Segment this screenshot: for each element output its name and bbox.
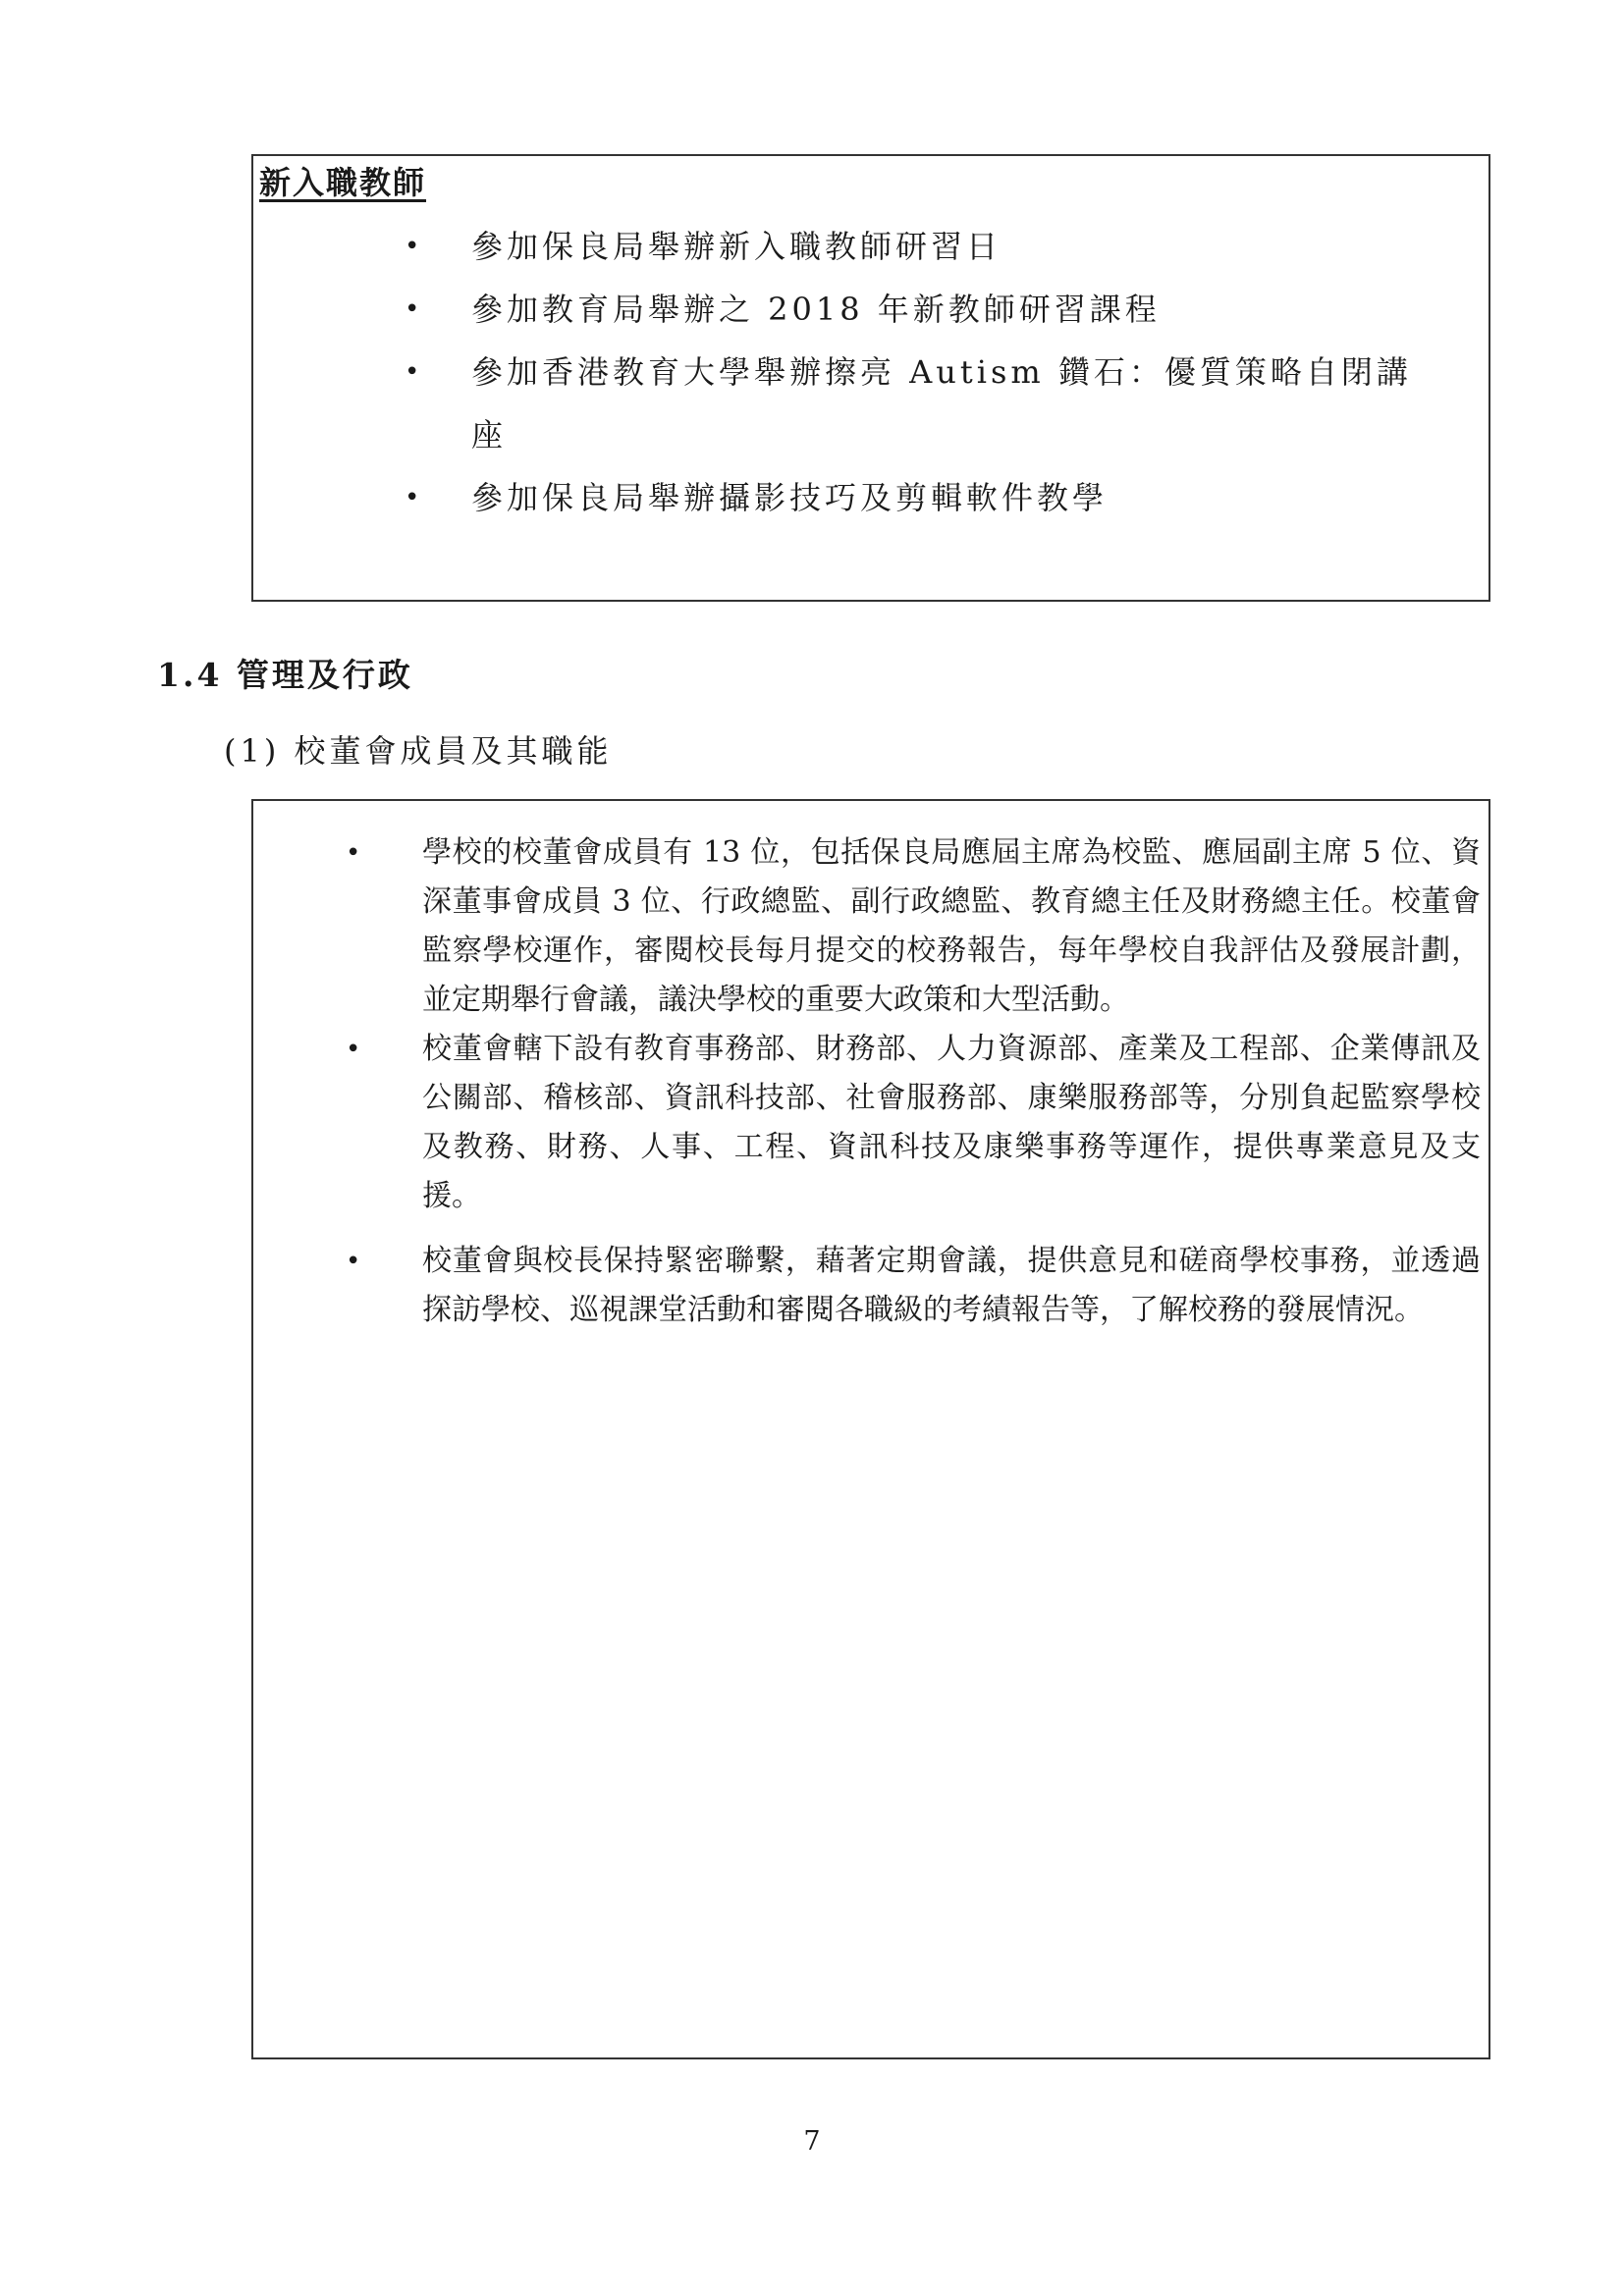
- list-item: [253, 466, 1489, 529]
- bullet-icon: •: [405, 483, 424, 512]
- list-item-text: 校董會與校長保持緊密聯繫，藉著定期會議，提供意見和磋商學校事務，並透過探訪學校、巡視課堂活動和審閱各職級的考績報告等，了解校務的發展情況。: [422, 1244, 1481, 1327]
- bullet-icon: •: [405, 294, 424, 324]
- bullet-icon: •: [405, 357, 424, 387]
- list-item-text: 參加香港教育大學舉辦擦亮 Autism 鑽石：優質策略自閉講座: [471, 353, 1412, 454]
- list-item: [253, 215, 1489, 278]
- list-item-text: 參加保良局舉辦攝影技巧及剪輯軟件教學: [471, 479, 1109, 516]
- list-item-text: 參加保良局舉辦新入職教師研習日: [471, 228, 1002, 265]
- section-title: 1.4 管理及行政: [157, 656, 413, 694]
- list-item-text: 校董會轄下設有教育事務部、財務部、人力資源部、產業及工程部、企業傳訊及公關部、稽核部、資訊科技部、社會服務部、康樂服務部等，分別負起監察學校及教務、財務、人事、工程、資訊科技及康樂事務等運作，提供專業意見及支援。: [422, 1032, 1481, 1213]
- new-teachers-list: [253, 215, 1489, 529]
- board-functions-list: [253, 828, 1489, 1335]
- section-subtitle: (1) 校董會成員及其職能: [224, 732, 613, 770]
- new-teachers-box: [251, 154, 1490, 602]
- new-teachers-heading: 新入職教師: [259, 164, 427, 201]
- bullet-icon: •: [405, 232, 424, 261]
- list-item: [253, 278, 1489, 341]
- board-functions-box: [251, 799, 1490, 2059]
- bullet-icon: •: [346, 838, 361, 868]
- list-item: [253, 341, 1489, 466]
- list-item-text: 學校的校董會成員有 13 位，包括保良局應屆主席為校監、應屆副主席 5 位、資深董事會成員 3 位、行政總監、副行政總監、教育總主任及財務總主任。校董會監察學校運作，審閱校長每月提交的校務報告，每年學校自我評估及發展計劃，並定期舉行會議，議決學校的重要大政策和大型活動。: [422, 835, 1481, 1017]
- list-item: [253, 1237, 1489, 1335]
- list-item: [253, 828, 1489, 1025]
- list-item: [253, 1025, 1489, 1221]
- list-item-text: 參加教育局舉辦之 2018 年新教師研習課程: [471, 291, 1161, 328]
- page-number: 7: [803, 2126, 821, 2157]
- bullet-icon: •: [346, 1247, 361, 1276]
- bullet-icon: •: [346, 1035, 361, 1064]
